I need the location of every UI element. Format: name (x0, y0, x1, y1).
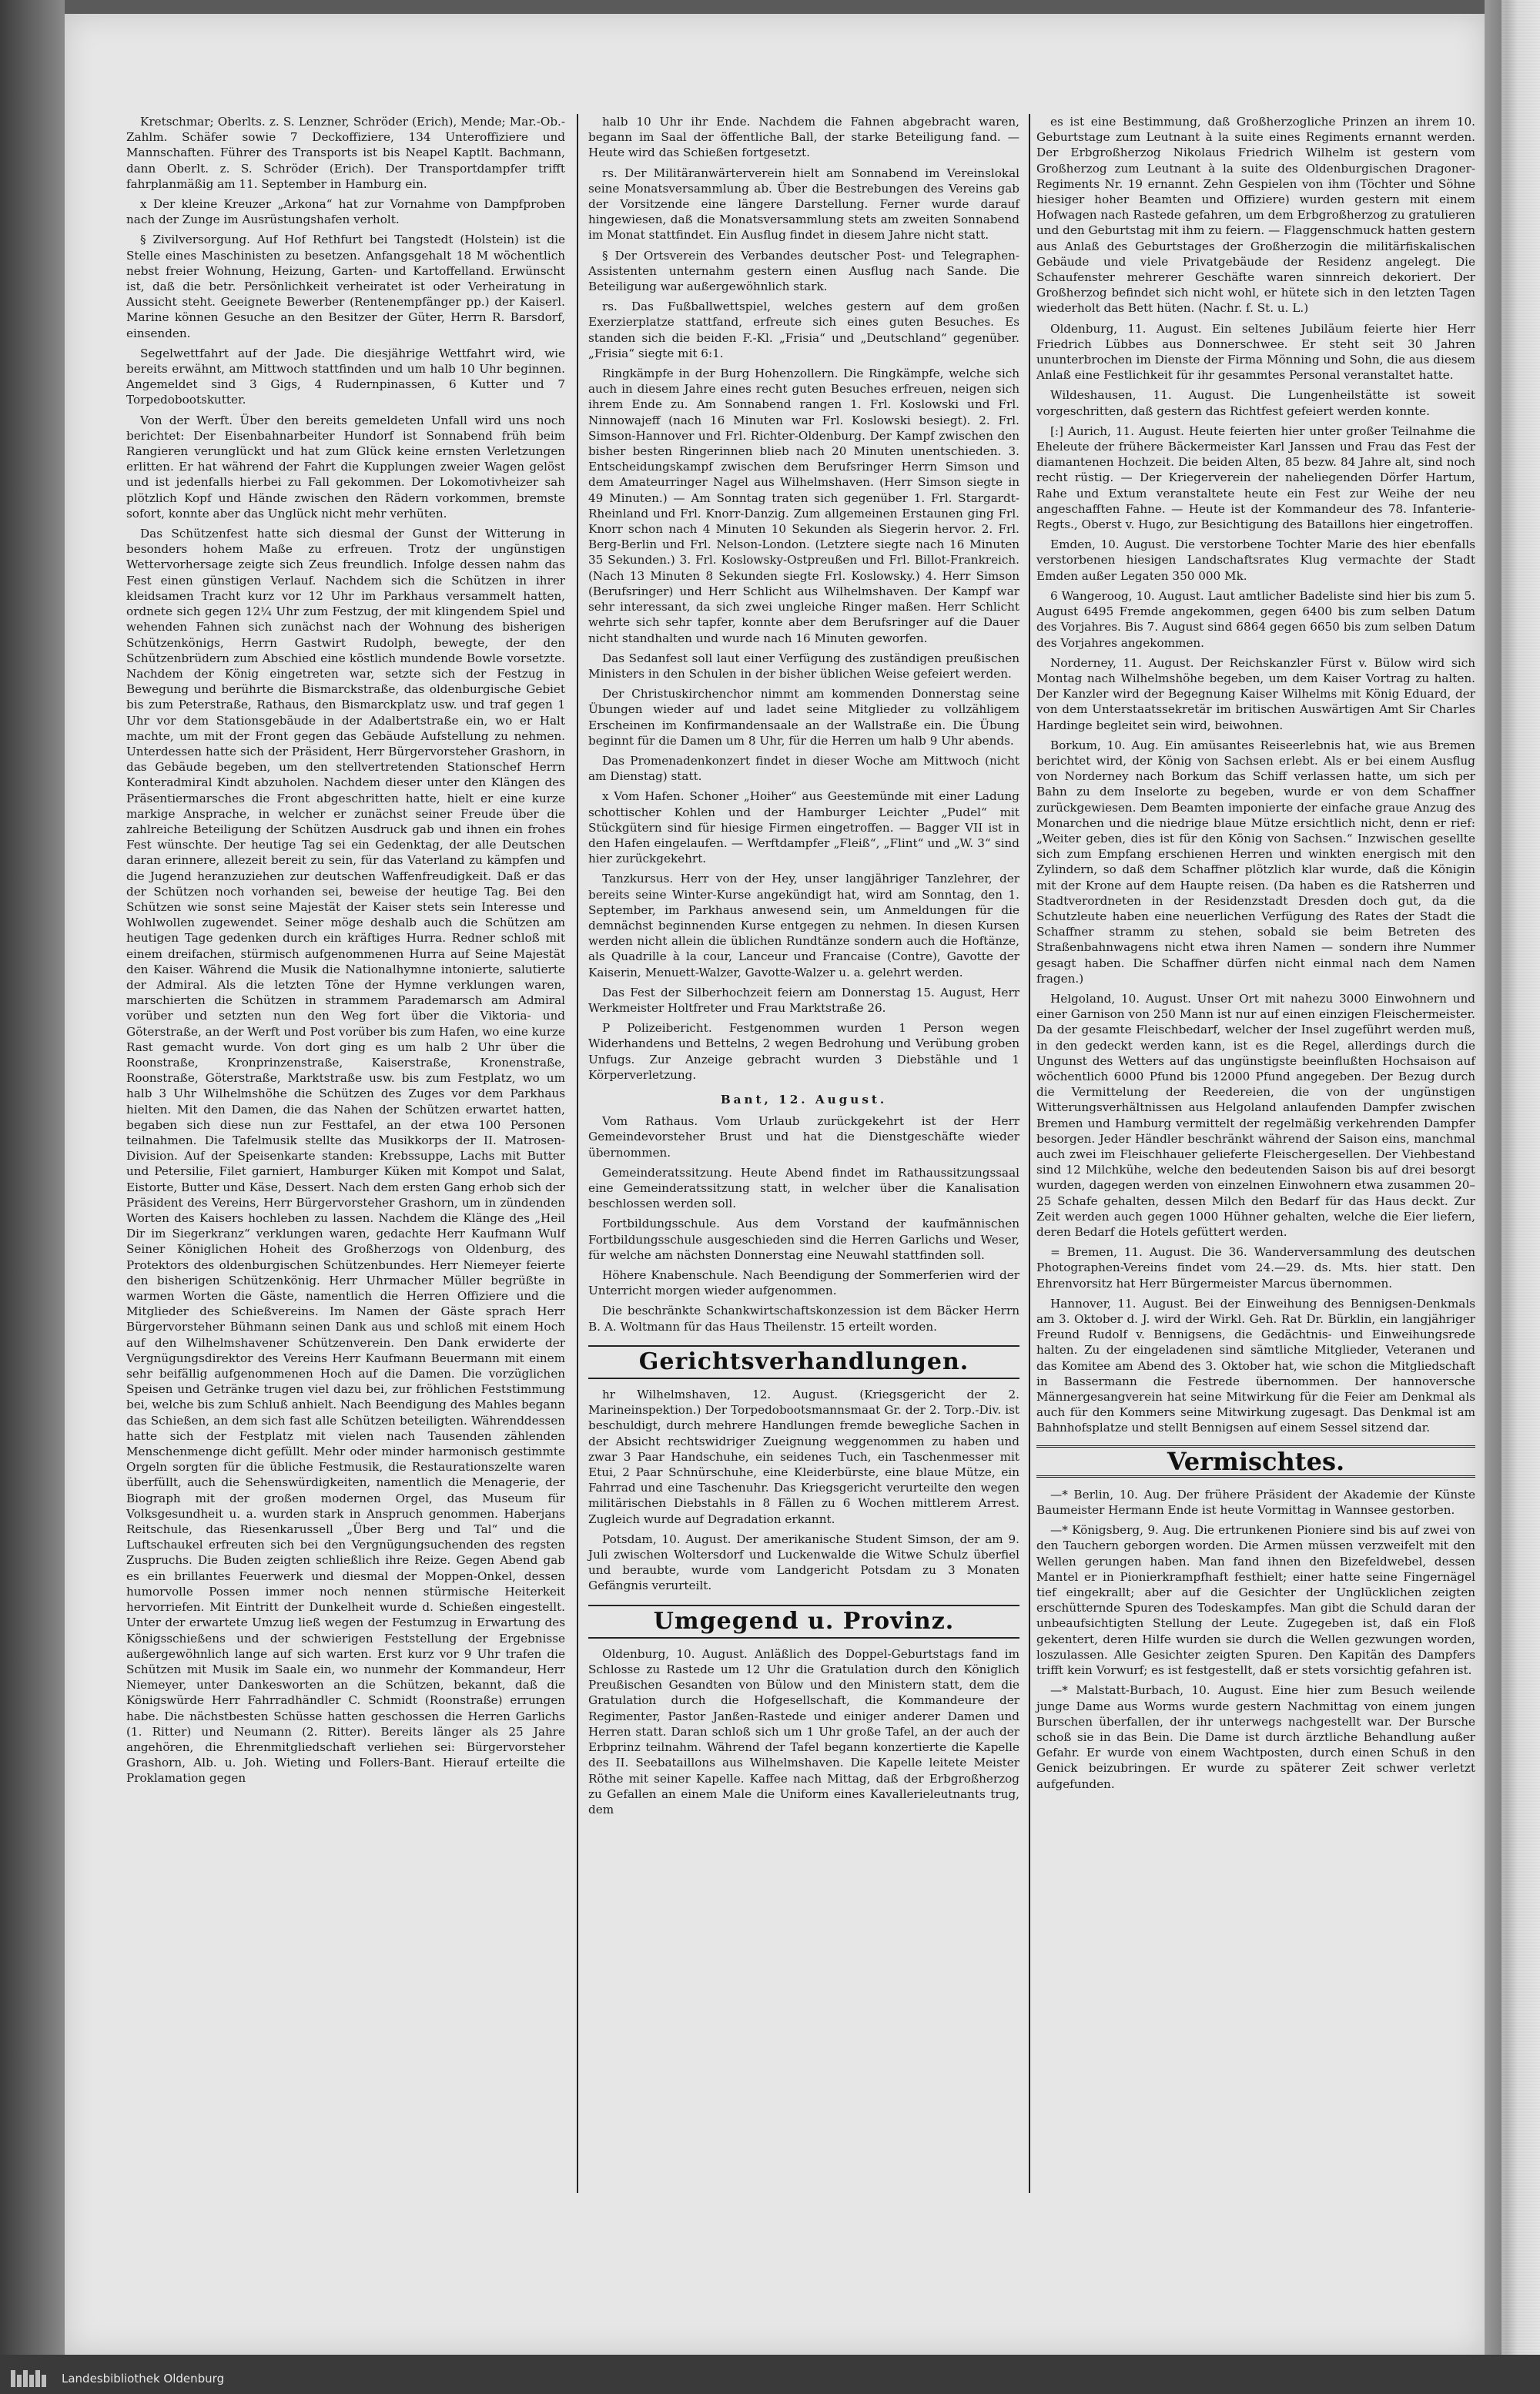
article-paragraph: Hannover, 11. August. Bei der Einweihung des Bennigsen-Denkmals am 3. Oktober d. J. wird der Wirkl. Geh. Rat Dr. Bürklin, ein langjähriger Freund Rudolf v. Bennigsens, die Gedächtnis- und Einweihungsrede halten. Zu der eingeladenen sind sämtliche Mitglieder, Veteranen und das Komitee am Abend des 3. Oktober hat, wie schon die Mitgliedschaft in Bassermann die Festrede übernommen. Der hannoversche Männergesangverein hat seine Mitwirkung für die Feier am Denkmal als auch für den Kommers seine Mitwirkung zugesagt. Das Denkmal ist am Bahnhofsplatze und stellt Bennigsen auf einem Sessel sitzend dar. (1036, 1296, 1475, 1435)
misc-item: —* Malstatt-Burbach, 10. August. Eine hier zum Besuch weilende junge Dame aus Worms wurde gestern Nachmittag von einem jungen Burschen überfallen, der ihr unterwegs nachgestellt war. Der Bursche schoß sie in das Bein. Die Dame ist durch ärztliche Behandlung außer Gefahr. Er wurde von einem Wachtposten, durch einen Schuß in den Genick beizubringen. Er wurde zu späterer Zeit schwer verletzt aufgefunden. (1036, 1683, 1475, 1791)
scan-left-edge (0, 0, 65, 2394)
section-title: Vermischtes. (1167, 1446, 1345, 1476)
article-paragraph: Von der Werft. Über den bereits gemeldeten Unfall wird uns noch berichtet: Der Eisenbahnarbeiter Hundorf ist Sonnabend früh beim Rangieren verunglückt und hat zum Glück keine ernsten Verletzungen erlitten. Er hat während der Fahrt die Kupplungen zweier Wagen gelöst und ist jedenfalls hierbei zu Fall gekommen. Der Lokomotivheizer sah plötzlich Kopf und Hände zwischen den Rädern vorkommen, bremste sofort, konnte aber das Unglück nicht mehr verhüten. (126, 413, 565, 521)
library-name: Landesbibliothek Oldenburg (62, 2372, 225, 2386)
bant-item: Gemeinderatssitzung. Heute Abend findet im Rathaussitzungssaal eine Gemeinderatssitzung statt, in welcher über die Kanalisation beschlossen werden soll. (588, 1165, 1019, 1211)
article-paragraph: halb 10 Uhr ihr Ende. Nachdem die Fahnen abgebracht waren, begann im Saal der öffentliche Ball, der starke Beteiligung fand. — Heute wird das Schießen fortgesetzt. (588, 115, 1019, 160)
column-3 (1036, 114, 1475, 1796)
article-paragraph: Emden, 10. August. Die verstorbene Tochter Marie des hier ebenfalls verstorbenen hiesigen Landschaftsrates Klug vermachte der Stadt Emden außer Legaten 350 000 Mk. (1036, 537, 1475, 583)
column-1 (126, 114, 565, 1791)
article-paragraph: Oldenburg, 11. August. Ein seltenes Jubiläum feierte hier Herr Friedrich Lübbes aus Donnerschwee. Er steht seit 30 Jahren ununterbrochen im Dienste der Firma Mönning und Sohn, die aus diesem Anlaß eine Festlichkeit für ihr gesammtes Personal veranstaltet hatte. (1036, 321, 1475, 383)
newspaper-page (65, 14, 1485, 2355)
misc-item: —* Königsberg, 9. Aug. Die ertrunkenen Pioniere sind bis auf zwei von den Tauchern geborgen worden. Die Armen müssen verzweifelt mit den Wellen gerungen haben. Man fand ihnen den Bizefeldwebel, dessen Mantel er in Pionierkrampfhaft festhielt; einer hatte seine Fingernägel tief eingekrallt; aber auf die Gesichter der Unglücklichen zeigten erschütternde Spuren des Todeskampfes. Man gibt die Schuld daran der unbeaufsichtigten Stellung der Leute. Zugegeben ist, daß ein Floß gekentert, deren Hilfe wurden sie durch die Wellen gezwungen worden, loszulassen. Alle Gesichter zeigten Spuren. Den Kapitän des Dampfers trifft kein Vorwurf; es ist festgestellt, daß er stets vorsichtig gefahren ist. (1036, 1523, 1475, 1678)
article-paragraph: Das Promenadenkonzert findet in dieser Woche am Mittwoch (nicht am Dienstag) statt. (588, 753, 1019, 784)
court-item: Potsdam, 10. August. Der amerikanische Student Simson, der am 9. Juli zwischen Woltersdorf und Luckenwalde die Witwe Schulz überfiel und beraubte, wurde vom Landgericht Potsdam zu 3 Monaten Gefängnis verurteilt. (588, 1532, 1019, 1593)
column-2 (588, 114, 1019, 1822)
article-paragraph: P Polizeibericht. Festgenommen wurden 1 Person wegen Widerhandens und Bettelns, 2 wegen Bedrohung und Verübung groben Unfugs. Zur Anzeige gebracht wurden 3 Diebstähle und 1 Körperverletzung. (588, 1021, 1019, 1082)
article-paragraph: Segelwettfahrt auf der Jade. Die diesjährige Wettfahrt wird, wie bereits erwähnt, am Mittwoch stattfinden und um halb 10 Uhr beginnen. Angemeldet sind 3 Gigs, 4 Rudernpinassen, 6 Kutter und 7 Torpedobootskutter. (126, 346, 565, 407)
article-paragraph: Der Christuskirchenchor nimmt am kommenden Donnerstag seine Übungen wieder auf und ladet seine Mitglieder zu vollzähligem Erscheinen im Konfirmandensaale an der Wallstraße ein. Die Übung beginnt für die Damen um 8 Uhr, für die Herren um halb 9 Uhr abends. (588, 687, 1019, 748)
article-paragraph: Tanzkursus. Herr von der Hey, unser langjähriger Tanzlehrer, der bereits seine Winter-Kurse angekündigt hat, wird am Sonntag, den 1. September, im Parkhaus anwesend sein, um Anmeldungen für die demnächst beginnenden Kurse entgegen zu nehmen. In diesen Kursen werden nicht allein die üblichen Rundtänze sondern auch die Hoftänze, als Quadrille à la cour, Lanceur und Francaise (Contre), Gavotte der Kaiserin, Menuett-Walzer, Gavotte-Walzer u. a. gelehrt werden. (588, 872, 1019, 979)
article-paragraph: Wildeshausen, 11. August. Die Lungenheilstätte ist soweit vorgeschritten, daß gestern das Richtfest gefeiert werden konnte. (1036, 388, 1475, 418)
misc-item: —* Berlin, 10. Aug. Der frühere Präsident der Akademie der Künste Baumeister Hermann Ende ist heute Vormittag in Wannsee gestorben. (1036, 1487, 1475, 1518)
bant-item: Die beschränkte Schankwirtschaftskonzession ist dem Bäcker Herrn B. A. Woltmann für das Haus Theilenstr. 15 erteilt worden. (588, 1304, 1019, 1334)
article-paragraph: = Bremen, 11. August. Die 36. Wanderversammlung des deutschen Photographen-Vereins findet vom 24.—29. ds. Mts. hier statt. Den Ehrenvorsitz hat Herr Bürgermeister Marcus übernommen. (1036, 1245, 1475, 1291)
article-paragraph: x Der kleine Kreuzer „Arkona“ hat zur Vornahme von Dampfproben nach der Zunge im Ausrüstungshafen verholt. (126, 197, 565, 227)
article-paragraph: Das Fest der Silberhochzeit feiern am Donnerstag 15. August, Herr Werkmeister Holtfreter und Frau Marktstraße 26. (588, 985, 1019, 1015)
bant-item: Fortbildungsschule. Aus dem Vorstand der kaufmännischen Fortbildungsschule ausgeschieden sind die Herren Garlichs und Weser, für welche am nächsten Donnerstag eine Neuwahl stattfinden soll. (588, 1217, 1019, 1262)
region-item: Oldenburg, 10. August. Anläßlich des Doppel-Geburtstags fand im Schlosse zu Rastede um 12 Uhr die Gratulation durch den Königlich Preußischen Gesandten von Bülow und den Ministern statt, dem die Gratulation durch die Hofgesellschaft, die Kommandeure der Regimenter, Pastor Janßen-Rastede und einiger anderer Damen und Herren statt. Daran schloß sich um 1 Uhr große Tafel, an der auch der Erbprinz teilnahm. Während der Tafel begann konzertierte die Kapelle des II. Seebataillons aus Wilhelmshaven. Die Kapelle leitete Meister Röthe mit seiner Kapelle. Kaffee nach Mittag, daß der Erbgroßherzog zu Gefallen an einem Male die Uniform eines Kavallerieleutnants trug, dem (588, 1646, 1019, 1816)
article-paragraph: rs. Der Militäranwärterverein hielt am Sonnabend im Vereinslokal seine Monatsversammlung ab. Über die Bestrebungen des Vereins gab der Vorsitzende eine längere Darstellung. Ferner wurde darauf hingewiesen, daß die Monatsversammlung stets am zweiten Sonnabend im Monat stattfindet. Ein Ausflug findet in diesem Jahre nicht statt. (588, 166, 1019, 243)
section-header-vermischtes (1036, 1445, 1475, 1478)
article-paragraph: es ist eine Bestimmung, daß Großherzogliche Prinzen an ihrem 10. Geburtstage zum Leutnant à la suite eines Regiments ernannt werden. Der Erbgroßherzog Nikolaus Friedrich Wilhelm ist gestern vom Großherzog zum Leutnant à la suite des Oldenburgischen Dragoner-Regiments Nr. 19 ernannt. Zehn Gespielen von ihm (Töchter und Söhne hiesiger hoher Beamten und Offiziere) wurden gestern mit einem Hofwagen nach Rastede gefahren, um dem Erbgroßherzog zu gratulieren und den Geburtstag mit ihm zu feiern. — Flaggenschmuck hatten gestern aus Anlaß des Geburtstages der Großherzogin die militärfiskalischen Gebäude und viele Privatgebäude der Residenz angelegt. Die Schaufenster mehrerer Geschäfte waren sinnreich dekoriert. Der Großherzog befindet sich nicht wohl, er hütete sich in den letzten Tagen wiederholt das Bett hüten. (Nachr. f. St. u. L.) (1036, 115, 1475, 316)
article-paragraph: Norderney, 11. August. Der Reichskanzler Fürst v. Bülow wird sich Montag nach Wilhelmshöhe begeben, um dem Kaiser Vortrag zu halten. Der Kanzler wird der Begegnung Kaiser Wilhelms mit König Eduard, der von dem Unterstaatssekretär im britischen Auswärtigen Amt Sir Charles Hardinge begleitet sein wird, beiwohnen. (1036, 655, 1475, 732)
section-title: Gerichtsverhandlungen. (638, 1348, 969, 1375)
column-rule-1 (577, 114, 578, 2193)
viewer-footer (0, 2355, 1540, 2394)
article-paragraph: [:] Aurich, 11. August. Heute feierten hier unter großer Teilnahme die Eheleute der frühere Bäckermeister Karl Janssen und Frau das Fest der diamantenen Hochzeit. Die beiden Alten, 85 bezw. 84 Jahre alt, sind noch recht rüstig. — Der Kriegerverein der naheliegenden Dörfer Hartum, Rahe und Extum veranstaltete heute ein Fest zur Weihe der neu angeschafften Fahne. — Heute ist der Kommandeur des 78. Infanterie-Regts., Oberst v. Hugo, zur Besichtigung des Bataillons hier eingetroffen. (1036, 424, 1475, 532)
article-paragraph: 6 Wangeroog, 10. August. Laut amtlicher Badeliste sind hier bis zum 5. August 6495 Fremde angekommen, gegen 6400 bis zum selben Datum des Vorjahres. Bis 7. August sind 6864 gegen 6650 bis zum selben Datum des Vorjahres angekommen. (1036, 588, 1475, 650)
column-rule-2 (1029, 114, 1030, 2193)
article-paragraph: Ringkämpfe in der Burg Hohenzollern. Die Ringkämpfe, welche sich auch in diesem Jahre eines recht guten Besuches erfreuen, neigen sich ihrem Ende zu. Am Sonnabend rangen 1. Frl. Koslowski und Frl. Ninnowajeff (nach 16 Minuten war Frl. Koslowski besiegt). 2. Frl. Simson-Hannover und Frl. Richter-Oldenburg. Der Kampf zwischen den bisher besten Ringerinnen blieb nach 20 Minuten unentschieden. 3. Entscheidungskampf zwischen dem Berufsringer Herrn Simson und dem Amateurringer Nagel aus Wilhelmshaven. (Herr Simson siegte in 49 Minuten.) — Am Sonntag traten sich gegenüber 1. Frl. Stargardt-Rheinland und Frl. Knorr-Danzig. Zum allgemeinen Erstaunen ging Frl. Knorr schon nach 4 Minuten 10 Sekunden als Siegerin hervor. 2. Frl. Berg-Berlin und Frl. Nelson-London. (Letztere siegte nach 16 Minuten 35 Sekunden.) 3. Frl. Koslowsky-Ostpreußen und Frl. Billot-Frankreich. (Nach 13 Minuten 8 Sekunden siegte Frl. Koslowsky.) 4. Herr Simson (Berufsringer) und Herr Schlicht aus Wilhelmshaven. Der Kampf war sehr interessant, da sich zwei ungleiche Ringer maßen. Herr Schlicht wehrte sich sehr tapfer, konnte aber dem Berufsringer auf die Dauer nicht standhalten und wurde nach 16 Minuten geworfen. (588, 367, 1019, 645)
library-logo-icon (11, 2370, 54, 2387)
bant-item: Höhere Knabenschule. Nach Beendigung der Sommerferien wird der Unterricht morgen wieder aufgenommen. (588, 1268, 1019, 1298)
article-paragraph: Helgoland, 10. August. Unser Ort mit nahezu 3000 Einwohnern und einer Garnison von 250 Mann ist nur auf einen einzigen Fleischermeister. Da der gesamte Fleischbedarf, welcher der Insel zugeführt werden muß, in den gedeckt werden kann, ist es die Regel, allerdings durch die Ungunst des Wetters auf das ungünstigste beeinflußten Hochsaison auf wöchentlich 6000 Pfund bis 12000 Pfund angegeben. Der Bezug durch die Vermittelung der Reedereien, die von der ungünstigen Witterungsverhältnissen aus Helgoland anlaufenden Dampfer zwischen Bremen und Hamburg vermittelt der regelmäßig verkehrenden Dampfer besorgen. Jeder Händler beschränkt während der Saison eins, manchmal auch zwei im Fleischhauer gelieferte Fleischergesellen. Der Viehbestand sind 12 Milchkühe, welche den bedeutenden Saison bis auf drei besorgt wurden, dagegen werden von einzelnen Einwohnern etwa zusammen 20–25 Schafe gehalten, dessen Milch den Bedarf für das Haus deckt. Zur Zeit werden auch gegen 1000 Hühner gehalten, welche die Eier liefern, deren Bedarf die Hotels gefüttert werden. (1036, 991, 1475, 1240)
next-page-strip (1502, 0, 1540, 2394)
bant-item: Vom Rathaus. Vom Urlaub zurückgekehrt ist der Herr Gemeindevorsteher Brust und hat die Dienstgeschäfte wieder übernommen. (588, 1114, 1019, 1160)
section-header-umgegend (588, 1605, 1019, 1639)
article-paragraph: Das Sedanfest soll laut einer Verfügung des zuständigen preußischen Ministers in den Schulen in der bisher üblichen Weise gefeiert werden. (588, 651, 1019, 681)
article-paragraph: § Zivilversorgung. Auf Hof Rethfurt bei Tangstedt (Holstein) ist die Stelle eines Maschinisten zu besetzen. Anfangsgehalt 18 M wöchentlich nebst freier Wohnung, Heizung, Garten- und Kartoffelland. Erwünscht ist, daß die betr. Persönlichkeit verheiratet ist oder Verheiratung in Aussicht steht. Geeignete Bewerber (Rentenempfänger pp.) der Kaiserl. Marine können Gesuche an den Besitzer der Güter, Herrn R. Barsdorf, einsenden. (126, 233, 565, 340)
article-paragraph: Das Schützenfest hatte sich diesmal der Gunst der Witterung in besonders hohem Maße zu erfreuen. Trotz der ungünstigen Wettervorhersage zeigte sich Zeus freundlich. Infolge dessen nahm das Fest einen günstigen Verlauf. Nachdem sich die Schützen in ihrer kleidsamen Tracht kurz vor 12 Uhr im Parkhaus versammelt hatten, ordnete sich gegen 12¼ Uhr zum Festzug, der mit klingendem Spiel und wehenden Fahnen sich zunächst nach der Wohnung des bisherigen Schützenkönigs, Herrn Gastwirt Rudolph, bewegte, der den Schützenbrüdern zum Abschied eine köstlich mundende Bowle vorsetzte. Nachdem der König eingetreten war, setzte sich der Festzug in Bewegung und berührte die Bismarckstraße, das oldenburgische Gebiet bis zum Peterstraße, Rathaus, den Bismarckplatz usw. und traf gegen 1 Uhr vor dem Stationsgebäude in der Adalbertstraße ein, wo er Halt machte, um mit der Front gegen das Gebäude Aufstellung zu nehmen. Unterdessen hatte sich der Präsident, Herr Bürgervorsteher Grashorn, in das Gebäude begeben, um den stellvertretenden Stationschef Herrn Konteradmiral Kindt abzuholen. Nachdem dieser unter den Klängen des Präsentiermarsches die Front abgeschritten hatte, hielt er eine kurze markige Ansprache, in welcher er zunächst seiner Freude über die zahlreiche Beteiligung der Schützen Ausdruck gab und ihnen ein frohes Fest wünschte. Der heutige Tag sei ein Gedenktag, der alle Deutschen daran erinnere, allezeit bereit zu sein, für das Vaterland zu kämpfen und die Jugend heranzuziehen zur deutschen Waffenfreudigkeit. Daß er das der Schützen noch vorhanden sei, beweise der heutige Tag. Bei den Schützen wie sonst seine Majestät der Kaiser stets sein Interesse und Wohlwollen zugewendet. Seiner möge deshalb auch die Schützen am heutigen Tage gedenken durch ein kräftiges Hurra. Redner schloß mit einem dreifachen, stürmisch aufgenommenen Hurra auf Seine Majestät den Kaiser. Während die Musik die Nationalhymne intonierte, salutierte der Admiral. Als die letzten Töne der Hymne verklungen waren, marschierten die Schützen in strammem Parademarsch am Admiral vorüber und setzten nun den Weg fort über die Viktoria- und Göterstraße, an der Werft und Post vorüber bis zum Hafen, wo eine kurze Rast gemacht wurde. Von dort ging es um halb 2 Uhr über die Roonstraße, Kronprinzenstraße, Kaiserstraße, Kronenstraße, Roonstraße, Göterstraße, Marktstraße usw. bis zum Festplatz, wo um halb 3 Uhr Wilhelmshöhe die Schützen des Zuges vor dem Parkhaus hielten. Mit den Damen, die das Nahen der Schützen erwartet hatten, begaben sich diese nun zur Festtafel, an der etwa 100 Personen teilnahmen. Die Tafelmusik stellte das Musikkorps der II. Matrosen-Division. Auf der Speisenkarte standen: Krebssuppe, Lachs mit Butter und Petersilie, Filet garniert, Hamburger Küken mit Kompot und Salat, Eistorte, Butter und Käse, Dessert. Nach dem ersten Gang erhob sich der Präsident des Vereins, Herr Bürgervorsteher Grashorn, um in zündenden Worten des Kaisers hochleben zu lassen. Nachdem die Klänge des „Heil Dir im Siegerkranz“ verklungen waren, gedachte Herr Kaufmann Wulf Seiner Königlichen Hoheit des Großherzogs von Oldenburg, des Protektors des oldenburgischen Schützenbundes. Herr Niemeyer feierte den bisherigen Schützenkönig. Herr Uhrmacher Müller begrüßte in warmen Worten die Gäste, namentlich die Herren Offiziere und die Mitglieder des Schießvereins. Im Namen der Gäste sprach Herr Bürgervorsteher Bühmann seinen Dank aus und schloß mit einem Hoch auf den Wilhelmshavener Schützenverein. Den Dank erwiderte der Vergnügungsdirektor des Vereins Herr Kaufmann Beuermann mit einem sehr beifällig aufgenommenen Hoch auf die Damen. Die vorzüglichen Speisen und Getränke trugen viel dazu bei, zur fröhlichen Feststimmung bei, welche bis zum Schluß anhielt. Nach Beendigung des Mahles begann das Schießen, an dem sich fast alle Schützen beteiligten. Währenddessen hatte sich der Festplatz mit vielen nach Tausenden zählenden Menschenmenge dicht gefüllt. Mehr oder minder harmonisch gestimmte Orgeln sorgten für die übliche Festmusik, die Restaurationszelte waren überfüllt, auch die Sehenswürdigkeiten, namentlich die Menagerie, der Biograph mit der großen modernen Orgel, das Museum für Volksgesundheit u. a. wurden stark in Anspruch genommen. Haberjans Reitschule, das Riesenkarussell „Über Berg und Tal“ und die Luftschaukel erfreuten sich bei den Vergnügungsuchenden des regsten Zuspruchs. Die Buden zeigten schließlich ihre Reize. Gegen Abend gab es ein brillantes Feuerwerk und diesmal der Moppen-Onkel, dessen humorvolle Possen immer noch nennen stürmische Heiterkeit hervorriefen. Mit Eintritt der Dunkelheit wurde d. Schießen eingestellt. Unter der erwartete Umzug ließ wegen der Festumzug in Erwartung des Königsschießens und der schwierigen Feststellung der Ergebnisse außergewöhnlich lange auf sich warten. Erst kurz vor 9 Uhr trafen die Schützen mit Musik im Saale ein, wo nunmehr der Kommandeur, Herr Niemeyer, unter Dankesworten an die Schützen, bekannt, daß die Königswürde Herr Fahrradhändler C. Schmidt (Roonstraße) errungen habe. Die nächstbesten Schüsse hatten geschossen die Herren Garlichs (1. Ritter) und Neumann (2. Ritter). Bereits länger als 25 Jahre angehören, die Ehrenmitgliedschaft verliehen sei: Bürgervorsteher Grashorn, Alb. u. Joh. Wieting und Follers-Bant. Hierauf erteilte die Proklamation gegen (126, 527, 565, 1786)
court-item: hr Wilhelmshaven, 12. August. (Kriegsgericht der 2. Marineinspektion.) Der Torpedobootsmannsmaat Gr. der 2. Torp.-Div. ist beschuldigt, durch mehrere Handlungen fremde bewegliche Sachen in der Absicht rechtswidriger Zueignung weggenommen zu haben und zwar 3 Paar Handschuhe, ein seidenes Tuch, ein Taschenmesser mit Etui, 2 Paar Schnürschuhe, eine Kleiderbürste, eine blaue Mütze, ein Fahrrad und eine Taschenuhr. Das Kriegsgericht verurteilte den wegen militärischen Diebstahls in 8 Fällen zu 6 Wochen mittlerem Arrest. Zugleich wurde auf Degradation erkannt. (588, 1388, 1019, 1526)
section-title: Umgegend u. Provinz. (653, 1607, 955, 1635)
bant-dateline: Bant, 12. August. (720, 1092, 888, 1107)
article-paragraph: x Vom Hafen. Schoner „Hoiher“ aus Geestemünde mit einer Ladung schottischer Kohlen und der Hamburger Leichter „Pudel“ mit Stückgütern sind für hiesige Firmen eingetroffen. — Bagger VII ist in den Hafen eingelaufen. — Werftdampfer „Fleiß“, „Flint“ und „W. 3“ sind hier zurückgekehrt. (588, 789, 1019, 866)
section-header-gericht (588, 1345, 1019, 1379)
article-paragraph: rs. Das Fußballwettspiel, welches gestern auf dem großen Exerzierplatze stattfand, erfreute sich eines guten Besuches. Es standen sich die beiden F.-Kl. „Frisia“ und „Deutschland“ gegenüber. „Frisia“ siegte mit 6:1. (588, 300, 1019, 360)
article-paragraph: § Der Ortsverein des Verbandes deutscher Post- und Telegraphen-Assistenten unternahm gestern einen Ausflug nach Sande. Die Beteiligung war außergewöhnlich stark. (588, 248, 1019, 294)
article-paragraph: Borkum, 10. Aug. Ein amüsantes Reiseerlebnis hat, wie aus Bremen berichtet wird, der König von Sachsen erlebt. Als er bei einem Ausflug von Norderney nach Borkum das Schiff verlassen hatte, um sich per Bahn zu dem Inselorte zu begeben, wurde er von dem Schaffner zurückgewiesen. Dem Beamten imponierte der einfache graue Anzug des Monarchen und die niedrige blaue Mütze ersichtlich nicht, denn er rief: „Weiter geben, dies ist für den König von Sachsen.“ Inzwischen gesellte sich zum Empfang erschienen Herren und winkten energisch mit den Zylindern, so daß dem Schaffner plötzlich klar wurde, daß die Königin mit der Krone auf dem Haupte reisen. (Da haben es die Ratsherren und Stadtverordneten in der Residenzstadt Dresden doch gut, da die Schutzleute haben eine neuerlichen Verfügung des Rates der Stadt die Schaffner stramm zu stehen, sobald sie beim Betreten des Straßenbahnwagens nicht etwa ihren Namen — sondern ihre Nummer gesagt haben. Die Schaffner dürfen nicht einmal nach dem Namen fragen.) (1036, 738, 1475, 986)
article-paragraph: Kretschmar; Oberlts. z. S. Lenzner, Schröder (Erich), Mende; Mar.-Ob.-Zahlm. Schäfer sowie 7 Deckoffiziere, 134 Unteroffiziere und Mannschaften. Führer des Transports ist bis Neapel Kaptlt. Bachmann, dann Oberlt. z. S. Schröder (Erich). Der Transportdampfer trifft fahrplanmäßig am 11. September in Hamburg ein. (126, 115, 565, 191)
